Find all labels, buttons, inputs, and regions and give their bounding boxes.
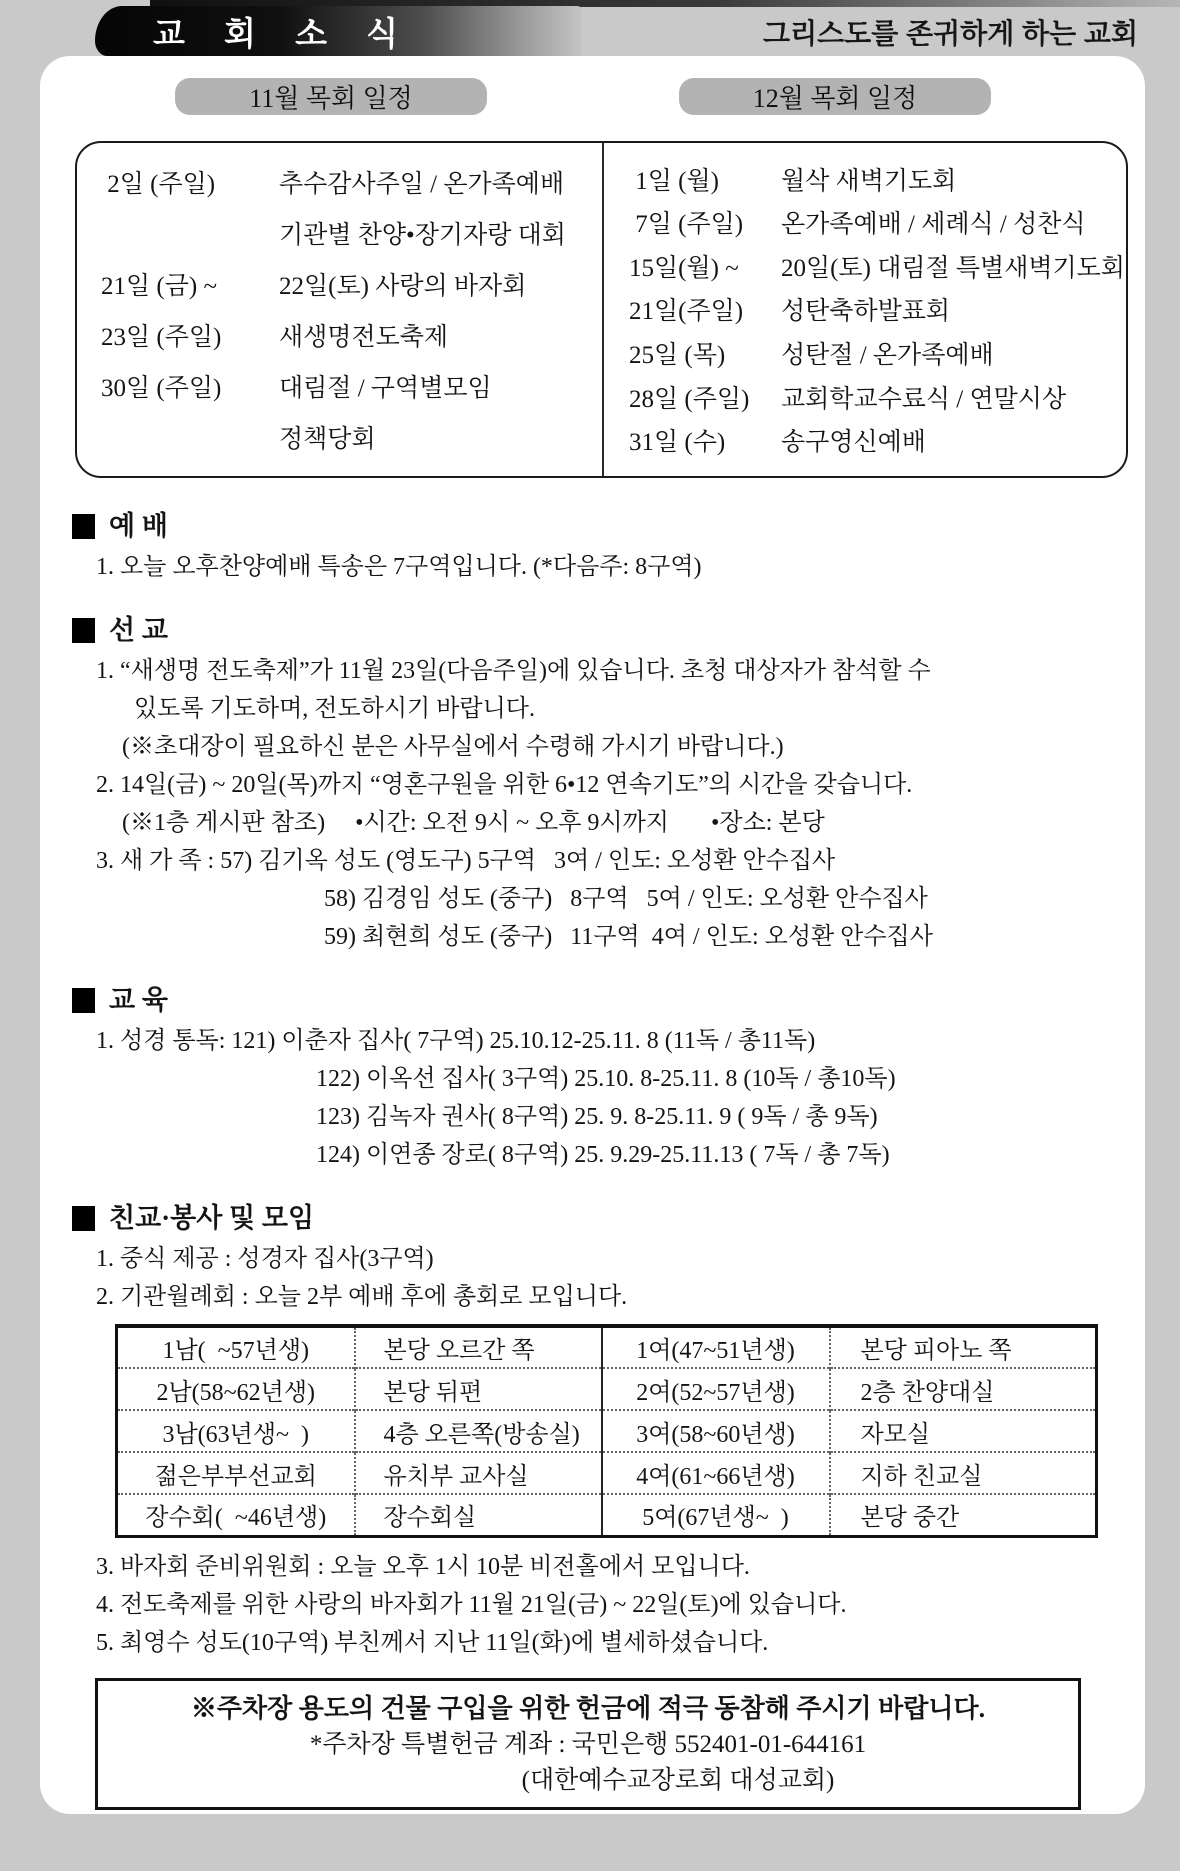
schedule-row — [604, 422, 1126, 458]
content-line: 1. 성경 통독: 121) 이춘자 집사( 7구역) 25.10.12-25.11. 8 (11독 / 총11독) — [96, 1028, 816, 1054]
location-cell: 유치부 교사실 — [355, 1452, 602, 1494]
content-line: 1. 중식 제공 : 성경자 집사(3구역) — [96, 1246, 434, 1272]
schedule-day: 30일 (주일) — [101, 374, 222, 402]
table-row — [117, 1494, 1097, 1536]
section-marker-icon — [72, 618, 95, 643]
section-marker-icon — [72, 988, 95, 1013]
schedule-day: 28일 (주일) — [629, 385, 750, 413]
church-motto: 그리스도를 존귀하게 하는 교회 — [763, 18, 1138, 49]
table-row — [117, 1410, 1097, 1452]
notice-line-2: *주차장 특별헌금 계좌 : 국민은행 552401-01-644161 — [309, 1730, 867, 1758]
content-line: 58) 김경임 성도 (중구) 8구역 5여 / 인도: 오성환 안수집사 — [324, 886, 928, 912]
schedule-row — [77, 419, 602, 455]
notice-line-1: ※주차장 용도의 건물 구입을 위한 헌금에 적극 동참해 주시기 바랍니다. — [190, 1693, 986, 1723]
content-line: 3. 새 가 족 : 57) 김기옥 성도 (영도구) 5구역 3여 / 인도: 오성환 안수집사 — [96, 848, 836, 874]
org-cell: 3남(63년생~ ) — [117, 1410, 355, 1452]
schedule-row — [77, 266, 602, 302]
section-mission-heading — [72, 612, 1145, 648]
location-cell: 본당 오르간 쪽 — [355, 1326, 602, 1368]
schedule-day — [77, 419, 279, 455]
schedule-desc: 대림절 / 구역별모임 — [279, 374, 492, 402]
location-cell: 본당 중간 — [830, 1494, 1097, 1536]
content-line: 4. 전도축제를 위한 사랑의 바자회가 11월 21일(금) ~ 22일(토)에 있습니다. — [96, 1591, 847, 1618]
schedule-day: 31일 (수) — [629, 429, 726, 457]
schedule-row — [77, 368, 602, 404]
section-title: 교 육 — [109, 985, 168, 1015]
schedule-day: 21일 (금) ~ — [101, 273, 217, 301]
schedule-row — [77, 215, 602, 251]
schedule-desc: 송구영신예배 — [781, 429, 926, 457]
nov-schedule-pill: 11월 목회 일정 — [175, 78, 487, 115]
org-cell: 젊은부부선교회 — [117, 1452, 355, 1494]
table-row — [117, 1368, 1097, 1410]
section-title: 선 교 — [109, 615, 168, 645]
table-row — [117, 1326, 1097, 1368]
schedule-desc: 새생명전도축제 — [279, 323, 449, 351]
section-worship-heading — [72, 508, 1145, 544]
schedule-day: 23일 (주일) — [101, 323, 222, 351]
schedule-day — [77, 215, 279, 251]
content-line: 1. “새생명 전도축제”가 11월 23일(다음주일)에 있습니다. 초청 대상자가 참석할 수 — [96, 658, 931, 684]
organization-seating-table — [115, 1324, 1098, 1538]
schedule-row — [604, 379, 1126, 415]
location-cell: 장수회실 — [355, 1494, 602, 1536]
schedule-desc: 성탄절 / 온가족예배 — [781, 342, 994, 370]
content-line: 124) 이연종 장로( 8구역) 25. 9.29-25.11.13 ( 7독 / 총 7독) — [316, 1142, 890, 1168]
schedule-desc: 정책당회 — [279, 425, 376, 453]
schedule-row — [604, 335, 1126, 371]
dec-schedule-pill: 12월 목회 일정 — [679, 78, 991, 115]
schedule-day: 25일 (목) — [629, 342, 726, 370]
content-line: 3. 바자회 준비위원회 : 오늘 오후 1시 10분 비전홀에서 모입니다. — [96, 1553, 750, 1580]
section-marker-icon — [72, 1206, 95, 1231]
location-cell: 지하 친교실 — [830, 1452, 1097, 1494]
content-line: 있도록 기도하며, 전도하시기 바랍니다. — [134, 696, 535, 722]
section-fellowship — [72, 1200, 1145, 1316]
section-fellowship-continued — [72, 1548, 1145, 1662]
church-news-banner — [95, 6, 582, 56]
table-row — [117, 1452, 1097, 1494]
org-cell: 4여(61~66년생) — [602, 1452, 830, 1494]
location-cell: 2층 찬양대실 — [830, 1368, 1097, 1410]
content-line: 59) 최현희 성도 (중구) 11구역 4여 / 인도: 오성환 안수집사 — [324, 924, 933, 950]
schedule-row — [77, 164, 602, 200]
org-cell: 1남( ~57년생) — [117, 1326, 355, 1368]
schedule-row — [77, 317, 602, 353]
org-cell: 2남(58~62년생) — [117, 1368, 355, 1410]
content-line: 1. 오늘 오후찬양예배 특송은 7구역입니다. (*다음주: 8구역) — [96, 554, 702, 580]
content-line: 123) 김녹자 권사( 8구역) 25. 9. 8-25.11. 9 ( 9독 / 총 9독) — [316, 1104, 878, 1130]
schedule-desc: 20일(토) 대림절 특별새벽기도회 — [781, 254, 1125, 282]
schedule-day: 1일 (월) — [629, 167, 719, 195]
location-cell: 본당 뒤편 — [355, 1368, 602, 1410]
schedule-row — [604, 248, 1126, 284]
content-line: 122) 이옥선 집사( 3구역) 25.10. 8-25.11. 8 (10독 / 총10독) — [316, 1066, 896, 1092]
schedule-desc: 온가족예배 / 세례식 / 성찬식 — [781, 211, 1086, 239]
content-line: (※초대장이 필요하신 분은 사무실에서 수령해 가시기 바랍니다.) — [122, 734, 784, 760]
november-column — [77, 143, 604, 476]
schedule-desc: 22일(토) 사랑의 바자회 — [279, 273, 527, 301]
org-cell: 2여(52~57년생) — [602, 1368, 830, 1410]
schedule-desc: 성탄축하발표회 — [781, 298, 951, 326]
notice-box — [95, 1678, 1081, 1810]
notice-line-3: (대한예수교장로회 대성교회) — [521, 1766, 835, 1794]
schedule-desc: 기관별 찬양•장기자랑 대회 — [279, 222, 566, 250]
december-column — [604, 143, 1126, 476]
banner-title: 교 회 소 식 — [153, 14, 414, 52]
org-cell: 3여(58~60년생) — [602, 1410, 830, 1452]
schedule-row — [604, 161, 1126, 197]
org-cell: 1여(47~51년생) — [602, 1326, 830, 1368]
section-education — [72, 982, 1145, 1174]
schedule-pills — [175, 78, 1145, 115]
schedule-desc: 교회학교수료식 / 연말시상 — [781, 385, 1067, 413]
content-line: 5. 최영수 성도(10구역) 부친께서 지난 11일(화)에 별세하셨습니다. — [96, 1629, 769, 1656]
section-marker-icon — [72, 514, 95, 539]
schedule-day: 7일 (주일) — [629, 211, 744, 239]
content-line: 2. 기관월례회 : 오늘 2부 예배 후에 총회로 모입니다. — [96, 1284, 628, 1310]
schedule-day: 2일 (주일) — [101, 171, 216, 199]
content-line: 2. 14일(금) ~ 20일(목)까지 “영혼구원을 위한 6•12 연속기도”의 시간을 갖습니다. — [96, 772, 913, 798]
schedule-row — [604, 291, 1126, 327]
monthly-schedule-box — [75, 141, 1128, 478]
org-cell: 5여(67년생~ ) — [602, 1494, 830, 1536]
schedule-desc: 월삭 새벽기도회 — [781, 167, 957, 195]
org-cell: 장수회( ~46년생) — [117, 1494, 355, 1536]
bulletin-card — [40, 56, 1145, 1814]
location-cell: 본당 피아노 쪽 — [830, 1326, 1097, 1368]
schedule-day: 15일(월) ~ — [629, 254, 739, 282]
section-worship — [72, 508, 1145, 586]
location-cell: 4층 오른쪽(방송실) — [355, 1410, 602, 1452]
content-line: (※1층 게시판 참조) •시간: 오전 9시 ~ 오후 9시까지 •장소: 본당 — [122, 810, 825, 836]
section-title: 친교·봉사 및 모임 — [109, 1203, 315, 1233]
schedule-desc: 추수감사주일 / 온가족예배 — [279, 171, 565, 199]
schedule-day: 21일(주일) — [629, 298, 744, 326]
section-education-heading — [72, 982, 1145, 1018]
location-cell: 자모실 — [830, 1410, 1097, 1452]
schedule-row — [604, 204, 1126, 240]
section-title: 예 배 — [109, 511, 168, 541]
section-mission — [72, 612, 1145, 956]
section-fellowship-heading — [72, 1200, 1145, 1236]
